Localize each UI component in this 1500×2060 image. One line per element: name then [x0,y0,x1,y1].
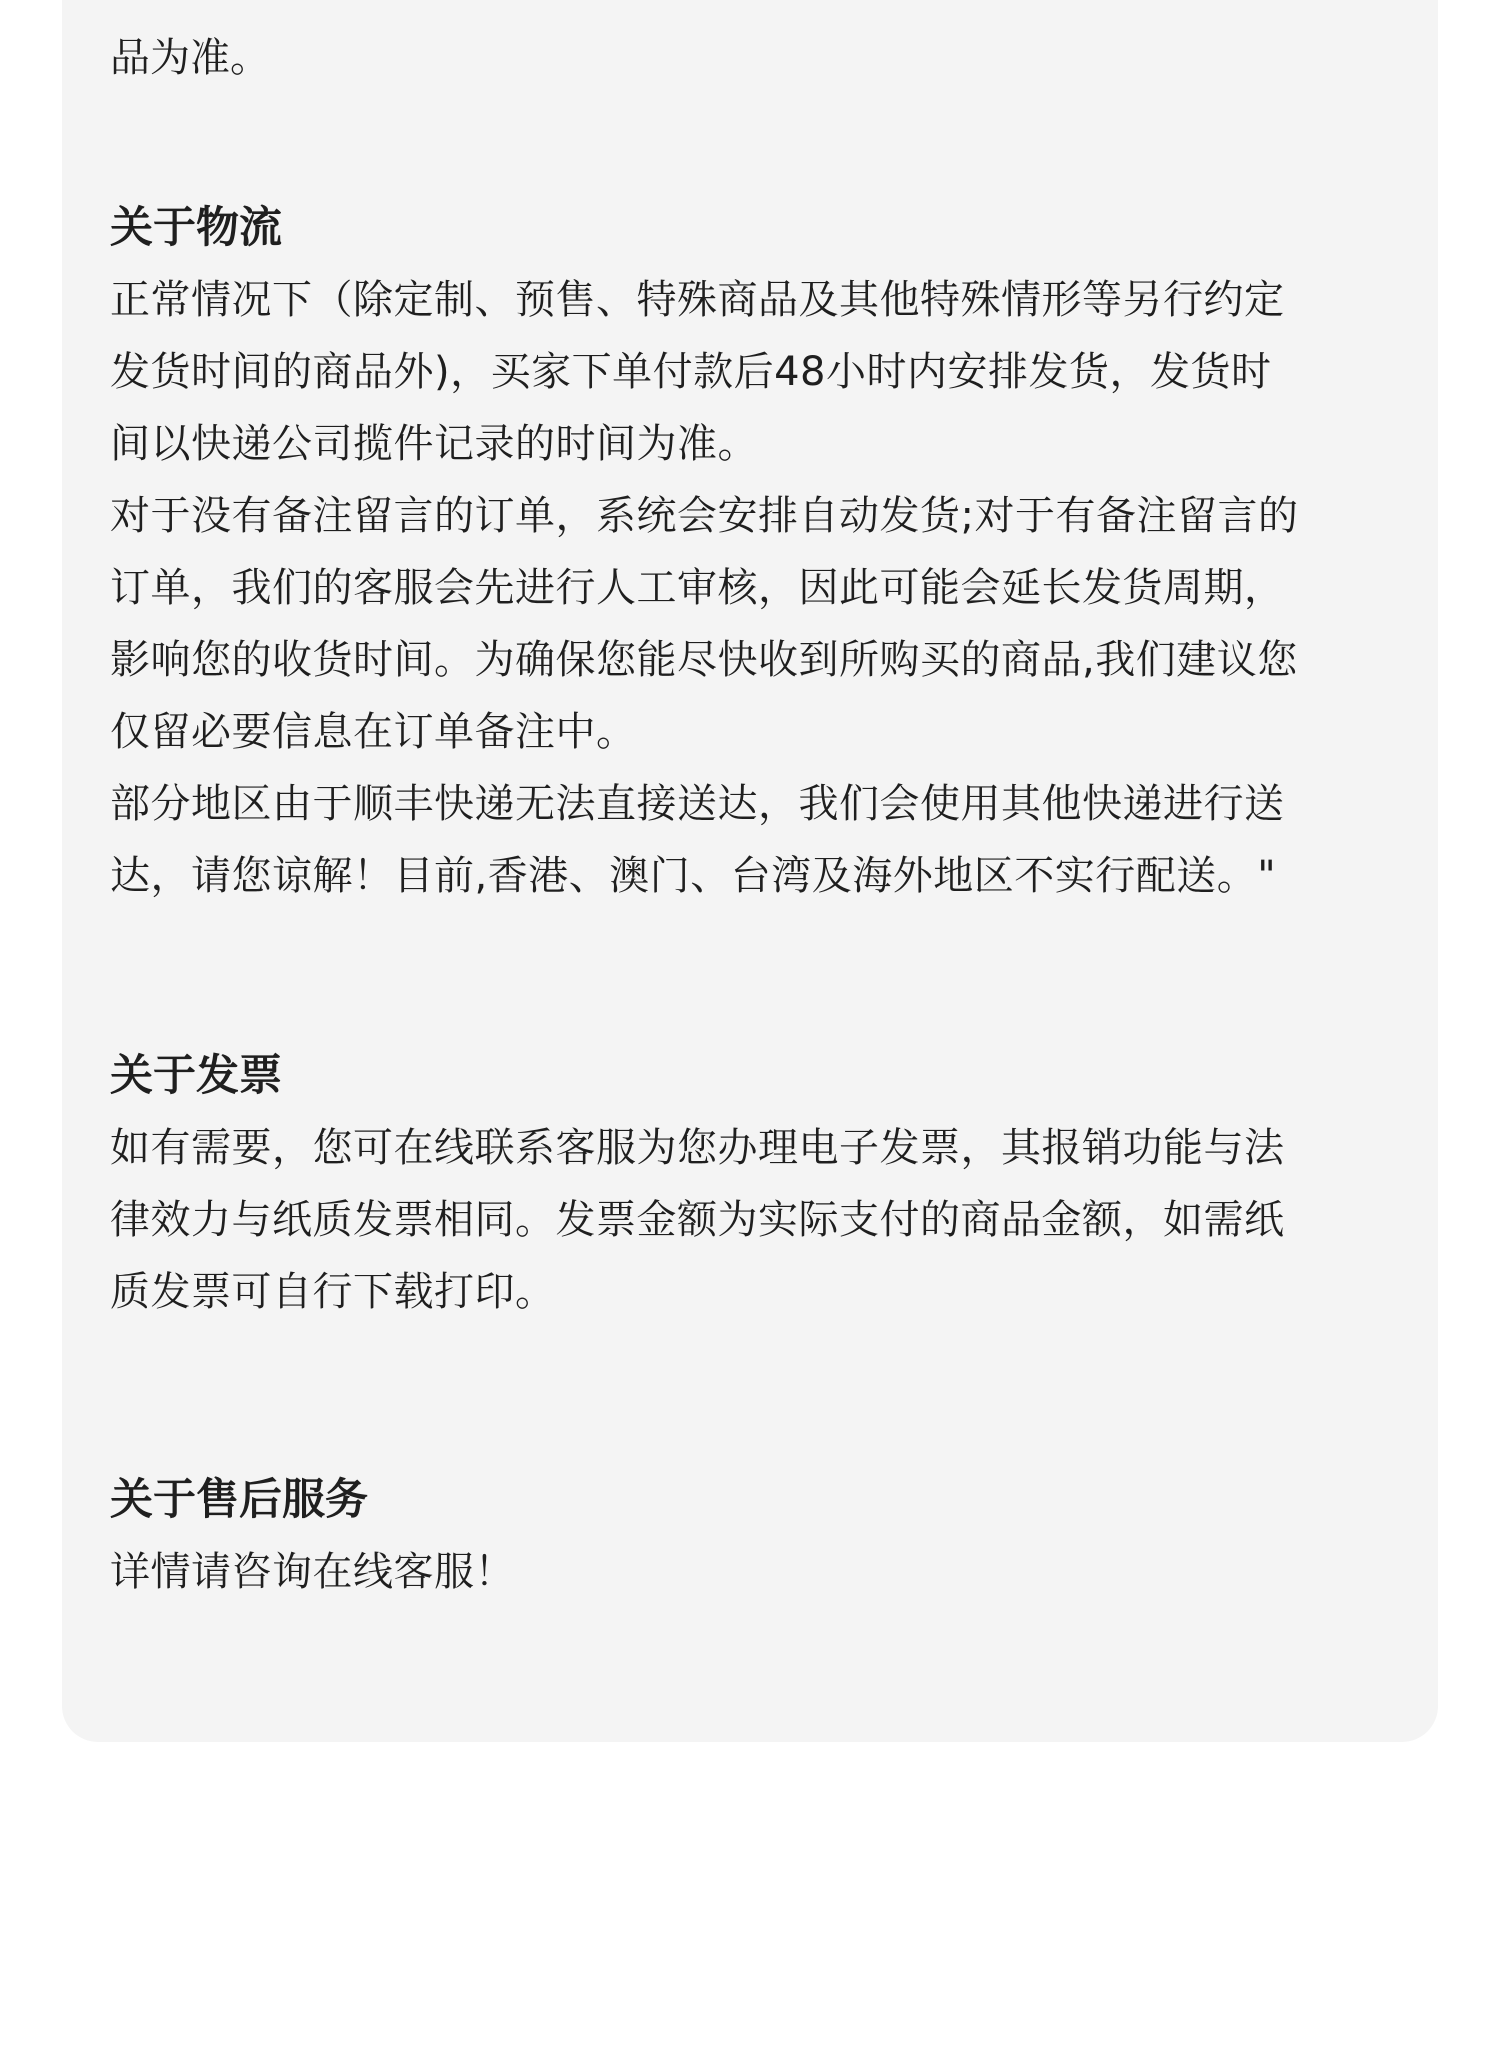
logistics-line: 达，请您谅解！目前,香港、澳门、台湾及海外地区不实行配送。" [110,853,1277,899]
logistics-line: 部分地区由于顺丰快递无法直接送达，我们会使用其他快递进行送 [110,781,1285,827]
section-title-logistics: 关于物流 [110,203,282,253]
section-logistics [110,192,1400,912]
section-after-sales [110,1464,1400,1608]
invoice-line: 如有需要，您可在线联系客服为您办理电子发票，其报销功能与法 [110,1125,1285,1171]
section-title-invoice: 关于发票 [110,1051,282,1101]
logistics-line: 订单，我们的客服会先进行人工审核，因此可能会延长发货周期， [110,565,1285,611]
logistics-line: 对于没有备注留言的订单，系统会安排自动发货;对于有备注留言的 [110,493,1299,539]
intro-tail-text: 品为准。 [110,35,270,81]
logistics-line: 影响您的收货时间。为确保您能尽快收到所购买的商品,我们建议您 [110,637,1298,683]
section-invoice [110,1040,1400,1328]
after-sales-line: 详情请咨询在线客服！ [110,1549,515,1595]
logistics-line: 间以快递公司揽件记录的时间为准。 [110,421,758,467]
section-title-after-sales: 关于售后服务 [110,1475,368,1525]
invoice-line: 律效力与纸质发票相同。发票金额为实际支付的商品金额，如需纸 [110,1197,1285,1243]
logistics-line: 正常情况下（除定制、预售、特殊商品及其他特殊情形等另行约定 [110,277,1285,323]
logistics-line: 仅留必要信息在订单备注中。 [110,709,637,755]
logistics-line: 发货时间的商品外)，买家下单付款后48小时内安排发货，发货时 [110,349,1272,395]
invoice-line: 质发票可自行下载打印。 [110,1269,556,1315]
